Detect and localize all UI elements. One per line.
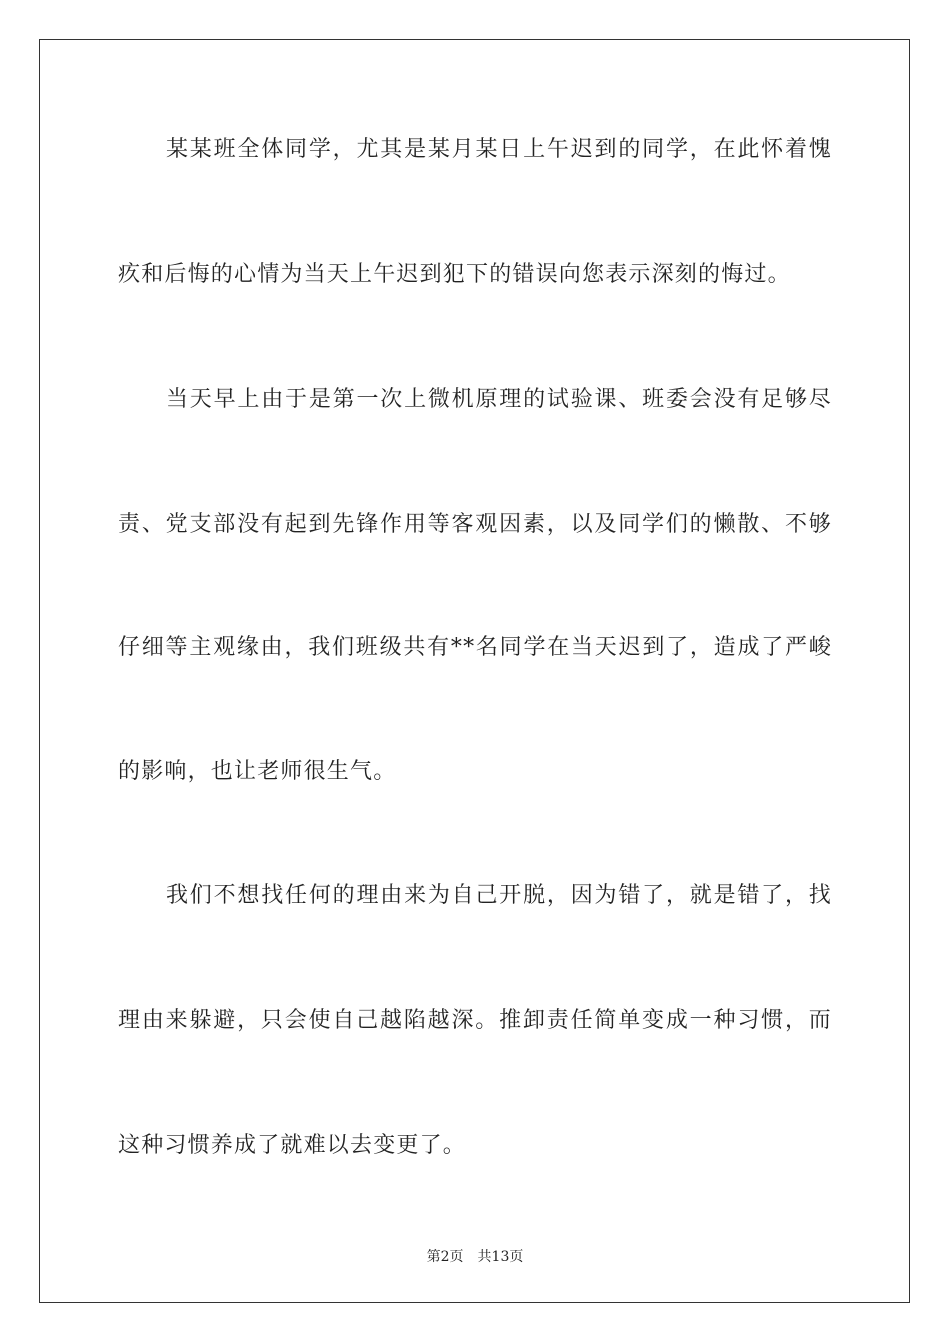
paragraph-3-line-3: 这种习惯养成了就难以去变更了。	[118, 1133, 467, 1158]
page-footer	[0, 1246, 950, 1266]
paragraph-3-line-1: 我们不想找任何的理由来为自己开脱，因为错了，就是错了，找	[166, 883, 832, 908]
paragraph-2-line-3: 仔细等主观缘由，我们班级共有**名同学在当天迟到了，造成了严峻	[118, 635, 832, 660]
paragraph-3-line-2: 理由来躲避，只会使自己越陷越深。推卸责任简单变成一种习惯，而	[118, 1008, 832, 1033]
paragraph-2-line-2: 责、党支部没有起到先锋作用等客观因素，以及同学们的懒散、不够	[118, 512, 832, 537]
paragraph-2-line-1: 当天早上由于是第一次上微机原理的试验课、班委会没有足够尽	[166, 387, 832, 412]
page-frame	[39, 39, 910, 1303]
total-pages: 共13页	[477, 1249, 524, 1265]
page-number: 第2页	[426, 1249, 464, 1265]
paragraph-1-line-2: 疚和后悔的心情为当天上午迟到犯下的错误向您表示深刻的悔过。	[118, 262, 791, 287]
paragraph-2-line-4: 的影响，也让老师很生气。	[118, 759, 397, 784]
paragraph-1-line-1: 某某班全体同学，尤其是某月某日上午迟到的同学，在此怀着愧	[166, 137, 832, 162]
